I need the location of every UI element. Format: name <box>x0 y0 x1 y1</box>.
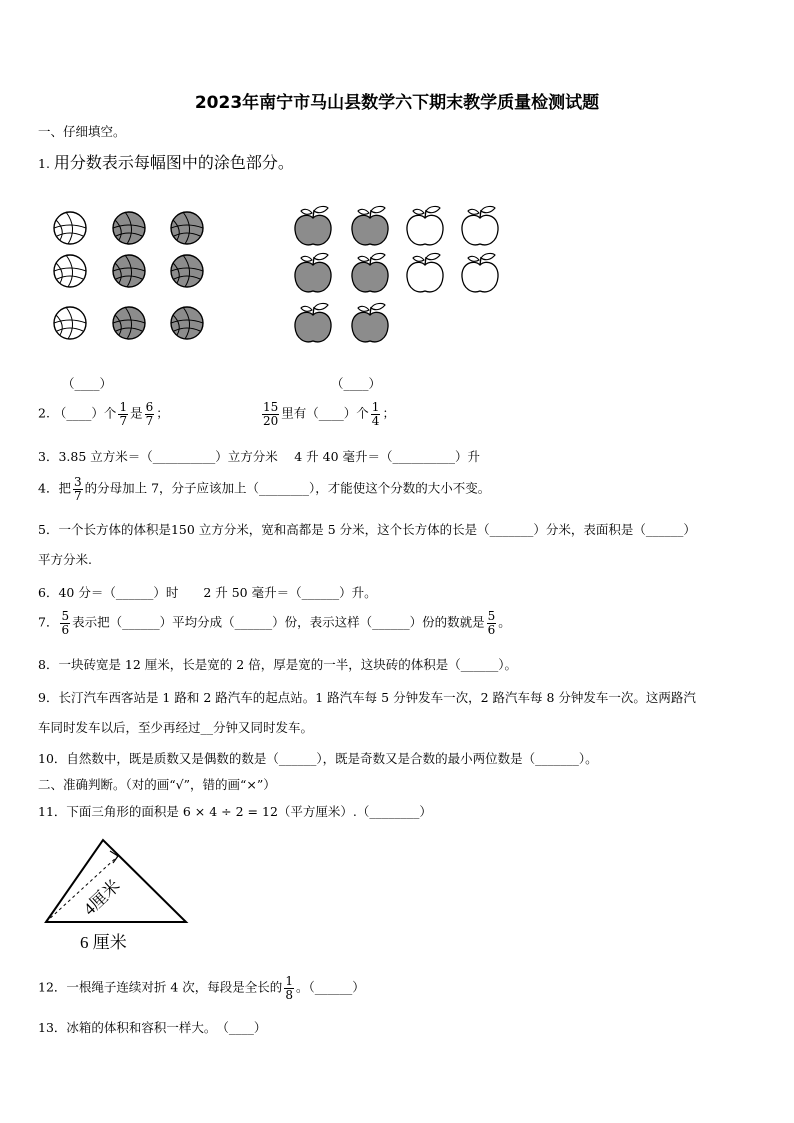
denominator: 6 <box>487 622 496 637</box>
base-label: 6 厘米 <box>80 933 127 952</box>
basketball-icon <box>54 307 86 339</box>
apple-icon <box>295 303 331 341</box>
question-12 <box>38 975 365 1001</box>
text: 的分母加上 7，分子应该加上（________），才能使这个分数的大小不变。 <box>84 480 491 496</box>
answer-blank[interactable]: （____） <box>331 376 382 391</box>
question-13: 13．冰箱的体积和容积一样大。 （____） <box>38 1020 267 1035</box>
fraction <box>371 401 381 427</box>
triangle-figure <box>40 836 200 956</box>
fraction <box>145 401 155 427</box>
basketball-icon <box>113 212 145 244</box>
text: 。（______） <box>295 979 365 995</box>
denominator: 4 <box>371 413 380 428</box>
fraction <box>118 401 128 427</box>
answer-blank[interactable]: （____） <box>62 376 113 391</box>
apple-icon <box>407 206 443 244</box>
question-3: 3．3.85 立方米＝（__________）立方分米 4 升 40 毫升＝（__________）升 <box>38 449 481 464</box>
question-9: 9．长汀汽车西客站是 1 路和 2 路汽车的起点站。1 路汽车每 5 分钟发车一次，2 路汽车每 8 分钟发车一次。这两路汽 <box>38 690 696 705</box>
denominator: 8 <box>285 987 293 1002</box>
question-5-continued: 平方分米. <box>38 552 92 567</box>
fraction <box>262 401 279 427</box>
apple-icon <box>352 303 388 341</box>
question-10: 10．自然数中，既是质数又是偶数的数是（______），既是奇数又是合数的最小两位数是（_______）。 <box>38 751 598 766</box>
section-heading-true-false: 二、准确判断。（对的画“√”，错的画“×”） <box>38 777 276 792</box>
fraction <box>487 610 497 636</box>
question-number: 1. <box>38 156 50 171</box>
section-heading-fill-blanks: 一、仔细填空。 <box>38 124 126 139</box>
apple-icon <box>352 253 388 291</box>
question-7 <box>38 610 511 636</box>
numerator: 3 <box>73 475 82 489</box>
fraction <box>73 476 83 502</box>
text: 4．把 <box>38 480 71 496</box>
question-11: 11．下面三角形的面积是 6 × 4 ÷ 2 = 12（平方厘米）.（________） <box>38 804 432 819</box>
question-number: 7． <box>38 614 59 630</box>
apple-icon <box>295 253 331 291</box>
text: ； <box>382 405 395 421</box>
basketball-icon <box>171 212 203 244</box>
numerator: 15 <box>263 400 279 414</box>
text: 。 <box>498 614 511 630</box>
fraction <box>284 975 294 1001</box>
denominator: 7 <box>119 413 128 428</box>
numerator: 5 <box>61 609 70 623</box>
text: 表示把（______）平均分成（______）份，表示这样（______）份的数就是 <box>72 614 485 630</box>
question-2b <box>260 401 395 427</box>
numerator: 1 <box>371 400 380 414</box>
height-label: 4厘米 <box>79 876 124 919</box>
question-6: 6．40 分＝（______）时 2 升 50 毫升＝（______）升。 <box>38 585 377 600</box>
question-number: 2. <box>38 405 50 421</box>
text: ； <box>156 405 169 421</box>
basketball-icon <box>54 212 86 244</box>
apple-icon <box>295 206 331 244</box>
text: 是 <box>130 405 143 421</box>
denominator: 20 <box>263 413 279 428</box>
numerator: 1 <box>285 974 293 988</box>
question-4 <box>38 476 490 502</box>
numerator: 1 <box>119 400 128 414</box>
triangle-outline <box>46 840 186 922</box>
apple-icon <box>352 206 388 244</box>
question-2 <box>38 401 169 427</box>
text: 12．一根绳子连续对折 4 次，每段是全长的 <box>38 979 283 995</box>
apple-icon <box>407 253 443 291</box>
basketball-icon <box>171 255 203 287</box>
apple-icon <box>462 206 498 244</box>
question-text: 用分数表示每幅图中的涂色部分。 <box>53 153 294 172</box>
basketball-icon <box>54 255 86 287</box>
fraction <box>60 610 70 636</box>
question-5: 5．一个长方体的体积是150 立方分米，宽和高都是 5 分米，这个长方体的长是（_______）分米，表面积是（______） <box>38 522 696 537</box>
question-8: 8．一块砖宽是 12 厘米，长是宽的 2 倍，厚是宽的一半，这块砖的体积是（______）。 <box>38 657 517 672</box>
question-9-continued: 车同时发车以后，至少再经过__分钟又同时发车。 <box>38 720 314 735</box>
answer-blank[interactable]: 里有（____）个 <box>281 405 369 421</box>
denominator: 7 <box>73 488 82 503</box>
basketball-icon <box>171 307 203 339</box>
apple-icon <box>462 253 498 291</box>
answer-blank[interactable]: （____）个 <box>53 405 117 421</box>
numerator: 5 <box>487 609 496 623</box>
numerator: 6 <box>145 400 154 414</box>
basketball-icon <box>113 307 145 339</box>
page-title: 2023年南宁市马山县数学六下期末教学质量检测试题 <box>194 93 600 113</box>
denominator: 7 <box>145 413 154 428</box>
basketball-icon <box>113 255 145 287</box>
denominator: 6 <box>61 622 70 637</box>
